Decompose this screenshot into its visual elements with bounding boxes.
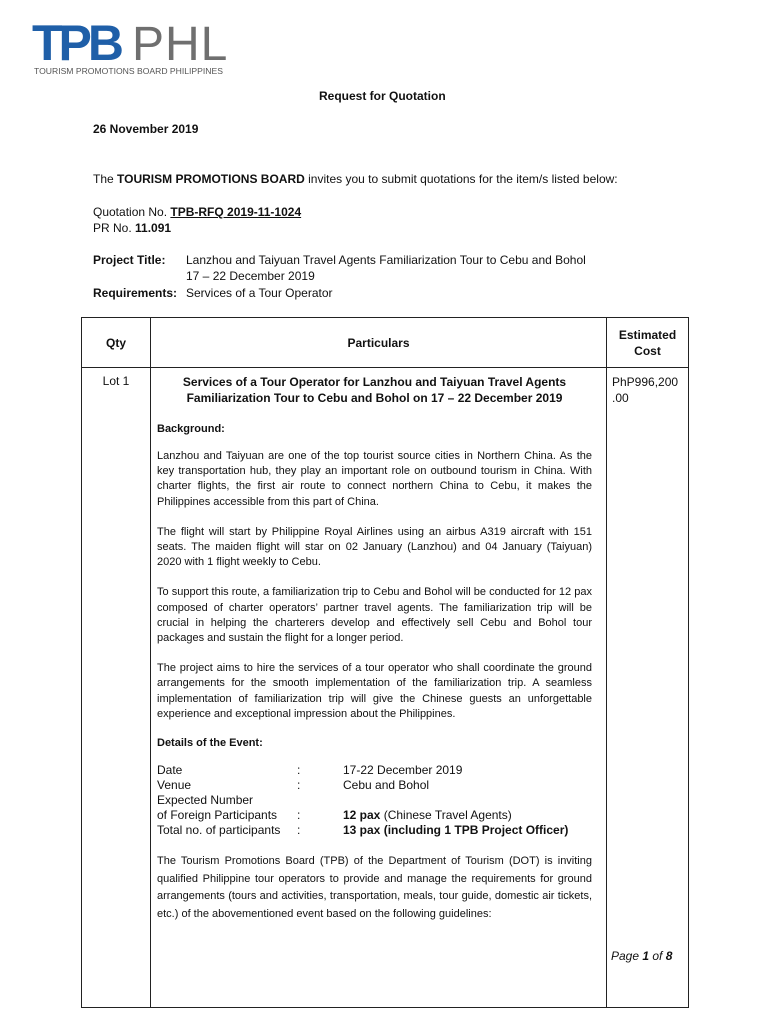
detail-label: Date: [157, 763, 183, 778]
qty-header-label: Qty: [105, 335, 126, 350]
logo-subtitle-text: TOURISM PROMOTIONS BOARD PHILIPPINES: [34, 66, 223, 76]
quotation-label: Quotation No.: [93, 205, 168, 219]
cost-header-line2: Cost: [634, 343, 661, 358]
pr-label: PR No.: [93, 221, 132, 235]
invitation-line: [93, 171, 618, 187]
detail-colon: :: [297, 763, 301, 778]
cost-header-line1: Estimated: [618, 327, 677, 342]
event-details: [157, 763, 587, 838]
tpb-phl-logo: [32, 12, 262, 80]
quotation-value: TPB-RFQ 2019-11-1024: [170, 205, 302, 219]
background-heading: Background:: [157, 423, 225, 435]
background-paragraph: To support this route, a familiarization trip to Cebu and Bohol will be conducted for 12 pax composed of charter operators’ partner travel agents. The familiarization trip will be crucial in helping the charterers develop and effectively sell Cebu and Bohol tour packages and sustain the flight for a longer period.: [157, 586, 592, 645]
detail-value: 13 pax (including 1 TPB Project Officer): [343, 823, 569, 838]
detail-label: Total no. of participants: [157, 823, 281, 838]
detail-value: 17-22 December 2019: [343, 763, 463, 778]
detail-label: Venue: [157, 778, 192, 793]
detail-value: Cebu and Bohol: [343, 778, 430, 793]
background-paragraph: The project aims to hire the services of a tour operator who shall coordinate the ground arrangements for the smooth implementation of the familiarization trip. A seamless implementation of familiarization trip will give the Chinese guests an unforgettable experience and exceptional impression about the Philippines.: [157, 662, 592, 720]
table-header-row: [82, 318, 689, 368]
quotation-table: [81, 317, 689, 1008]
requirements-value: Services of a Tour Operator: [186, 286, 333, 300]
closing-paragraph: The Tourism Promotions Board (TPB) of the Department of Tourism (DOT) is inviting qualified Philippine tour operators to provide and manage the requirements for ground arrangements (tours and activities, transportation, meals, tour guide, domestic air tickets, etc.) of the abovementioned event based on the following guidelines:: [157, 855, 592, 920]
quotation-number-line: [93, 204, 301, 220]
lot-title-line1: Services of a Tour Operator for Lanzhou and Taiyuan Travel Agents: [182, 375, 567, 389]
detail-value: [343, 808, 587, 823]
qty-header: [82, 318, 151, 368]
detail-label: Expected Number: [157, 793, 254, 808]
logo-main-text: TPB: [32, 15, 120, 71]
document-title: Request for Quotation: [319, 89, 446, 103]
project-title-line1: Lanzhou and Taiyuan Travel Agents Familiarization Tour to Cebu and Bohol: [186, 253, 586, 267]
detail-colon: :: [297, 823, 301, 838]
lot-label: Lot 1: [102, 374, 130, 388]
logo-suffix-text: PHL: [132, 18, 229, 71]
lot-cell: [82, 368, 151, 1008]
page-total: 8: [665, 949, 673, 963]
page-label: Page: [611, 949, 643, 963]
page-current: 1: [642, 949, 650, 963]
invite-prefix: The: [93, 172, 118, 186]
particulars-header-label: Particulars: [347, 335, 410, 350]
detail-colon: :: [297, 778, 301, 793]
detail-colon: :: [297, 808, 301, 823]
particulars-cell: [151, 368, 607, 1008]
project-title-label: Project Title:: [93, 253, 166, 267]
cost-value-line2: .00: [612, 391, 629, 405]
detail-label: of Foreign Participants: [157, 808, 278, 823]
cost-cell: [607, 368, 689, 1008]
document-date: 26 November 2019: [93, 122, 199, 136]
detail-row: [157, 808, 587, 823]
lot-title-line2: Familiarization Tour to Cebu and Bohol on 17 – 22 December 2019: [186, 391, 563, 405]
background-paragraph: Lanzhou and Taiyuan are one of the top tourist source cities in Northern China. As the key transportation hub, they play an important role on outbound tourism in China. With charter flights, the first air route to connect northern China to Cebu, it makes the Philippines accessible from this part of China.: [157, 450, 592, 508]
requirements-label: Requirements:: [93, 286, 178, 300]
detail-row: [157, 763, 587, 778]
cost-header: [607, 318, 689, 368]
detail-row: [157, 778, 587, 793]
page-of: of: [649, 949, 666, 963]
cost-value-line1: PhP996,200: [612, 375, 679, 389]
page-number: [611, 948, 672, 964]
detail-row: [157, 823, 587, 838]
pr-number-line: [93, 220, 171, 236]
pr-value: 11.091: [135, 221, 172, 235]
project-title-line2: 17 – 22 December 2019: [186, 269, 315, 283]
foreign-pax: 12 pax: [343, 808, 381, 823]
detail-row: [157, 793, 587, 808]
invite-suffix: invites you to submit quotations for the item/s listed below:: [304, 172, 618, 186]
background-paragraph: The flight will start by Philippine Royal Airlines using an airbus A319 aircraft with 151 seats. The maiden flight will star on 02 January (Lanzhou) and 04 January (Taiyuan) 2020 with 1 flight weekly to Cebu.: [157, 525, 592, 569]
particulars-header: [151, 318, 607, 368]
foreign-pax-note: (Chinese Travel Agents): [380, 808, 512, 823]
details-heading: Details of the Event:: [157, 737, 263, 750]
table-row: [82, 368, 689, 1008]
invite-org: TOURISM PROMOTIONS BOARD: [117, 172, 305, 186]
